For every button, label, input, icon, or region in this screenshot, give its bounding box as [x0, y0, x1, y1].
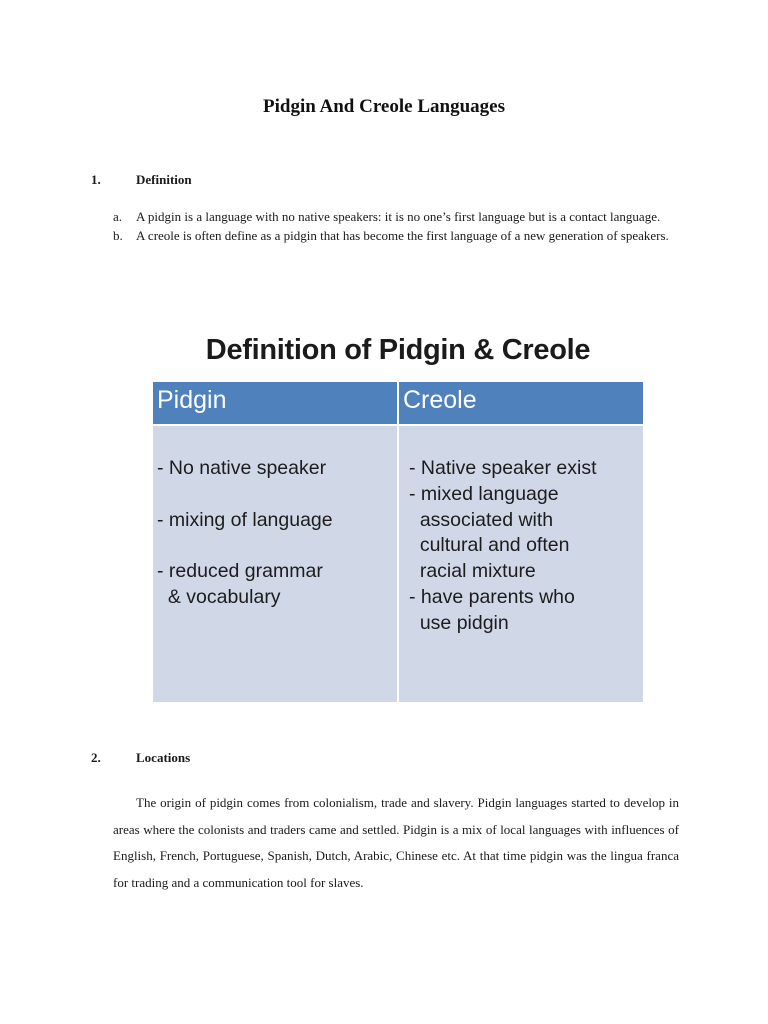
page-title: Pidgin And Creole Languages [263, 96, 505, 117]
table-header-creole [399, 382, 643, 424]
list-item [113, 226, 683, 245]
list-item-text: A creole is often define as a pidgin that has become the first language of a new generation of speakers. [136, 228, 669, 243]
section-number: 2. [91, 750, 101, 765]
section-title: Definition [136, 172, 192, 187]
trait-line: - No native speaker [157, 457, 327, 479]
column-header: Pidgin [157, 386, 227, 414]
table-header-pidgin [153, 382, 397, 424]
table-cell-pidgin [153, 426, 397, 702]
trait-line: use pidgin [409, 611, 509, 634]
locations-paragraph: The origin of pidgin comes from colonialism, trade and slavery. Pidgin languages started to develop in areas where the colonists and traders came and settled. Pidgin is a mix of local languages with influences of English, French, Portuguese, Spanish, Dutch, Arabic, Chinese etc. At that time pidgin was the lingua franca for trading and a communication tool for slaves. [113, 795, 679, 891]
section-number: 1. [91, 172, 101, 187]
list-item-text: A pidgin is a language with no native speakers: it is no one’s first language but is a contact language. [136, 209, 661, 224]
definition-list [113, 207, 683, 245]
list-item [113, 207, 683, 226]
trait-line [157, 482, 333, 508]
section-heading-locations [91, 750, 190, 766]
list-marker: b. [113, 228, 123, 243]
section-title: Locations [136, 750, 191, 765]
column-header: Creole [403, 386, 477, 414]
trait-line: - have parents who [409, 585, 575, 608]
trait-line: cultural and often [409, 534, 570, 557]
pidgin-traits [157, 456, 333, 611]
figure-title: Definition of Pidgin & Creole [205, 334, 591, 366]
definition-figure [148, 328, 648, 708]
trait-line: & vocabulary [157, 585, 281, 608]
list-marker: a. [113, 209, 123, 224]
trait-line: associated with [409, 508, 554, 531]
trait-line [157, 533, 333, 559]
trait-line: - mixing of language [157, 508, 333, 531]
trait-line: - Native speaker exist [409, 457, 597, 479]
table-cell-creole [399, 426, 643, 702]
section-heading-definition [91, 172, 192, 188]
trait-line: racial mixture [409, 560, 536, 583]
comparison-table [153, 382, 643, 702]
creole-traits [409, 456, 597, 637]
trait-line: - mixed language [409, 482, 559, 505]
trait-line: - reduced grammar [157, 560, 323, 583]
